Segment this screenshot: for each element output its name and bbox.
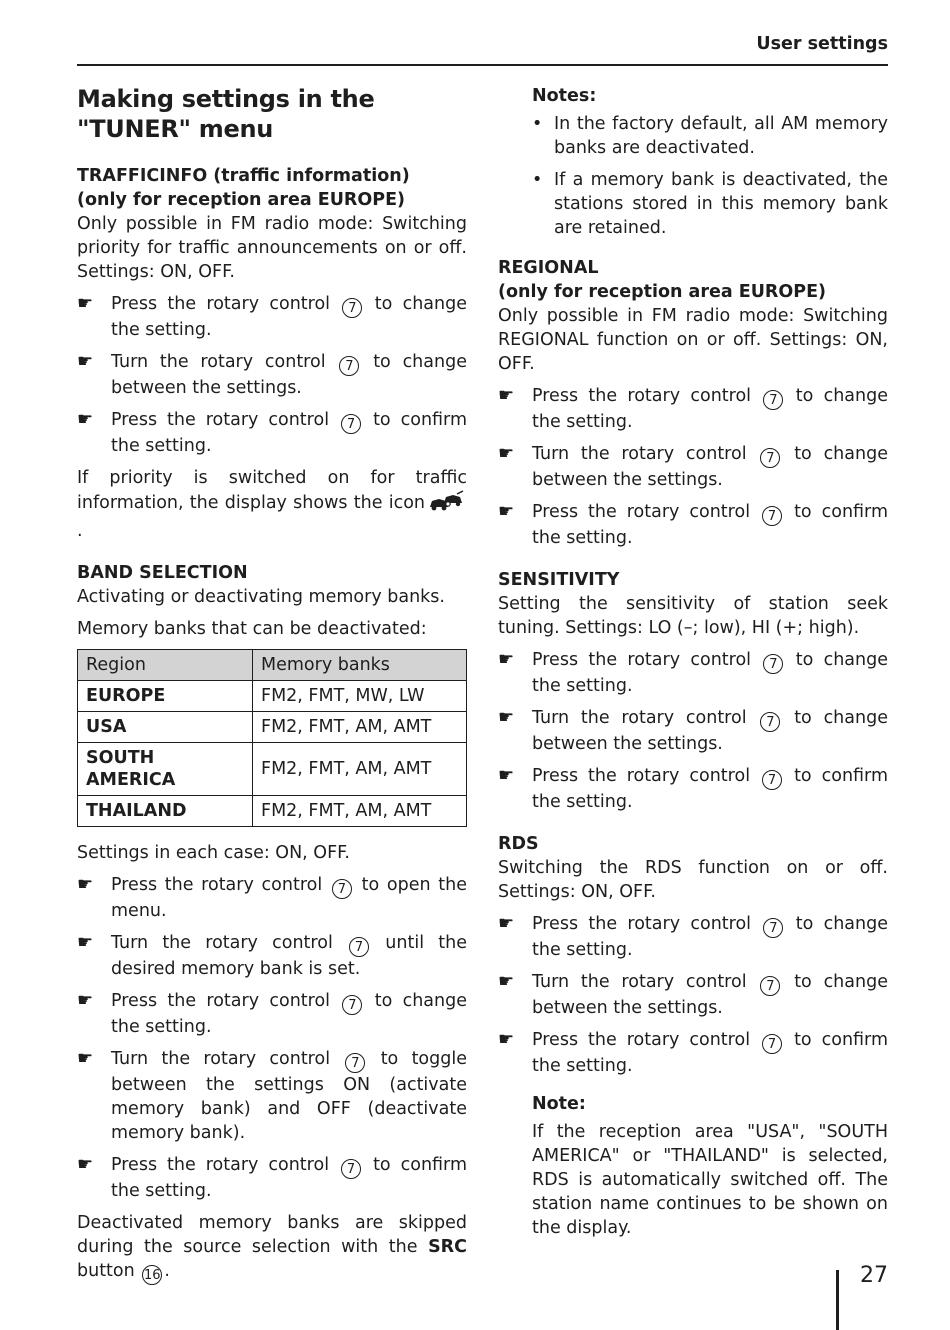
pointing-hand-icon: ☛ xyxy=(498,649,515,670)
table-row xyxy=(78,796,467,827)
step-text: Press the rotary control xyxy=(111,1155,330,1175)
step-text: Turn the rotary control xyxy=(111,352,326,372)
trafficinfo-intro: Only possible in FM radio mode: Switching priority for traffic announcements on or off. Settings: ON, OFF. xyxy=(77,214,467,282)
step-text: Press the rotary control xyxy=(111,294,331,314)
pointing-hand-icon: ☛ xyxy=(498,765,515,786)
instruction-step xyxy=(77,1047,467,1145)
traffic-cars-icon xyxy=(427,490,467,519)
control-number-badge: 7 xyxy=(760,976,780,996)
band-outro-end: . xyxy=(164,1261,170,1281)
instruction-step xyxy=(498,764,888,814)
page-title: Making settings in the "TUNER" menu xyxy=(77,85,375,143)
table-row xyxy=(78,681,467,712)
table-header-region: Region xyxy=(78,650,253,681)
control-number-badge: 7 xyxy=(341,1159,361,1179)
step-text-after: to change between the settings. xyxy=(532,708,888,754)
control-number-badge: 7 xyxy=(760,712,780,732)
instruction-step xyxy=(77,292,467,342)
notes-title: Notes: xyxy=(532,86,597,106)
step-text-after: to change between the settings. xyxy=(532,972,888,1018)
instruction-step xyxy=(498,912,888,962)
step-text-after: to change between the settings. xyxy=(532,444,888,490)
pointing-hand-icon: ☛ xyxy=(77,990,94,1011)
right-column xyxy=(498,84,888,1250)
control-number-badge: 7 xyxy=(762,770,782,790)
table-cell-region: THAILAND xyxy=(78,796,253,827)
step-text: Press the rotary control xyxy=(532,386,752,406)
step-text: Press the rotary control xyxy=(111,410,330,430)
notes-list xyxy=(532,112,888,240)
regional-subheading: (only for reception area EUROPE) xyxy=(498,282,827,302)
regional-intro: Only possible in FM radio mode: Switching REGIONAL function on or off. Settings: ON, OFF. xyxy=(498,306,888,374)
control-number-badge: 7 xyxy=(763,390,783,410)
control-number-badge: 7 xyxy=(342,298,362,318)
step-text-after: to confirm the setting. xyxy=(532,766,888,812)
instruction-step xyxy=(498,500,888,550)
table-cell-region: EUROPE xyxy=(78,681,253,712)
band-outro-text: Deactivated memory banks are skipped during the source selection with the xyxy=(77,1213,467,1257)
table-cell-banks: FM2, FMT, AM, AMT xyxy=(253,743,467,796)
sensitivity-steps xyxy=(498,648,888,814)
pointing-hand-icon: ☛ xyxy=(498,501,515,522)
step-text: Turn the rotary control xyxy=(111,933,333,953)
band-settings-text: Settings in each case: ON, OFF. xyxy=(77,843,350,863)
rds-heading: RDS xyxy=(498,834,539,854)
table-cell-banks: FM2, FMT, AM, AMT xyxy=(253,796,467,827)
instruction-step xyxy=(498,1028,888,1078)
table-row xyxy=(78,712,467,743)
pointing-hand-icon: ☛ xyxy=(498,971,515,992)
control-number-badge: 7 xyxy=(763,654,783,674)
page-header xyxy=(77,30,888,66)
band-steps xyxy=(77,873,467,1203)
memory-banks-table xyxy=(77,649,467,827)
pointing-hand-icon: ☛ xyxy=(77,293,94,314)
pointing-hand-icon: ☛ xyxy=(77,932,94,953)
control-number-badge: 7 xyxy=(339,356,359,376)
pointing-hand-icon: ☛ xyxy=(498,913,515,934)
rds-note-block xyxy=(498,1092,888,1240)
step-text-after: to change the setting. xyxy=(111,991,467,1037)
instruction-step xyxy=(77,931,467,981)
instruction-step xyxy=(498,648,888,698)
step-text-after: to open the menu. xyxy=(111,875,467,921)
step-text: Turn the rotary control xyxy=(111,1049,331,1069)
rds-note-text: If the reception area "USA", "SOUTH AMERICA" or "THAILAND" is selected, RDS is automatically switched off. The station name continues to be shown on the display. xyxy=(532,1122,888,1238)
page-number-divider xyxy=(836,1270,839,1330)
control-number-badge: 7 xyxy=(760,448,780,468)
table-row xyxy=(78,743,467,796)
control-number-badge: 7 xyxy=(341,414,361,434)
note-item: • If a memory bank is deactivated, the stations stored in this memory bank are retained. xyxy=(532,168,888,240)
sensitivity-heading: SENSITIVITY xyxy=(498,570,620,590)
table-cell-banks: FM2, FMT, AM, AMT xyxy=(253,712,467,743)
pointing-hand-icon: ☛ xyxy=(77,351,94,372)
step-text-after: to confirm the setting. xyxy=(532,1030,888,1076)
step-text: Press the rotary control xyxy=(532,650,752,670)
trafficinfo-subheading: (only for reception area EUROPE) xyxy=(77,190,406,210)
instruction-step xyxy=(498,706,888,756)
step-text: Turn the rotary control xyxy=(532,444,747,464)
step-text: Press the rotary control xyxy=(532,766,751,786)
notes-block xyxy=(498,84,888,240)
rds-intro: Switching the RDS function on or off. Settings: ON, OFF. xyxy=(498,858,888,902)
control-number-badge: 7 xyxy=(762,1034,782,1054)
step-text-after: until the desired memory bank is set. xyxy=(111,933,467,979)
control-number-badge: 7 xyxy=(762,506,782,526)
trafficinfo-outro-end: . xyxy=(77,521,83,541)
instruction-step xyxy=(77,1153,467,1203)
rds-note-title: Note: xyxy=(532,1094,586,1114)
pointing-hand-icon: ☛ xyxy=(498,443,515,464)
step-text-after: to change the setting. xyxy=(532,914,888,960)
band-selection-heading: BAND SELECTION xyxy=(77,563,248,583)
pointing-hand-icon: ☛ xyxy=(77,1154,94,1175)
regional-heading: REGIONAL xyxy=(498,258,599,278)
left-column xyxy=(77,84,467,1293)
step-text-after: to change the setting. xyxy=(111,294,467,340)
step-text-after: to confirm the setting. xyxy=(532,502,888,548)
band-selection-p2: Memory banks that can be deactivated: xyxy=(77,619,427,639)
table-header-row xyxy=(78,650,467,681)
table-cell-region: SOUTH AMERICA xyxy=(78,743,253,796)
note-item: • In the factory default, all AM memory banks are deactivated. xyxy=(532,112,888,160)
step-text: Press the rotary control xyxy=(532,502,751,522)
instruction-step xyxy=(498,442,888,492)
table-cell-region: USA xyxy=(78,712,253,743)
control-number-badge: 7 xyxy=(349,937,369,957)
pointing-hand-icon: ☛ xyxy=(77,1048,94,1069)
trafficinfo-outro-text: If priority is switched on for traffic information, the display shows the icon xyxy=(77,468,467,513)
step-text: Turn the rotary control xyxy=(532,708,747,728)
table-cell-banks: FM2, FMT, MW, LW xyxy=(253,681,467,712)
step-text-after: to confirm the setting. xyxy=(111,410,467,456)
rds-steps xyxy=(498,912,888,1078)
band-outro xyxy=(77,1211,467,1285)
trafficinfo-outro xyxy=(77,466,467,543)
pointing-hand-icon: ☛ xyxy=(77,409,94,430)
control-number-badge: 16 xyxy=(142,1265,162,1285)
section-title: User settings xyxy=(756,34,888,54)
pointing-hand-icon: ☛ xyxy=(498,385,515,406)
page-number: 27 xyxy=(860,1263,888,1288)
step-text: Press the rotary control xyxy=(532,914,752,934)
step-text: Press the rotary control xyxy=(532,1030,751,1050)
step-text-after: to confirm the setting. xyxy=(111,1155,467,1201)
instruction-step xyxy=(77,408,467,458)
instruction-step xyxy=(77,350,467,400)
instruction-step xyxy=(498,970,888,1020)
band-selection-p1: Activating or deactivating memory banks. xyxy=(77,587,445,607)
instruction-step xyxy=(77,989,467,1039)
pointing-hand-icon: ☛ xyxy=(498,707,515,728)
pointing-hand-icon: ☛ xyxy=(498,1029,515,1050)
table-header-memory-banks: Memory banks xyxy=(253,650,467,681)
step-text: Press the rotary control xyxy=(111,991,331,1011)
control-number-badge: 7 xyxy=(332,879,352,899)
step-text-after: to change between the settings. xyxy=(111,352,467,398)
step-text: Turn the rotary control xyxy=(532,972,747,992)
control-number-badge: 7 xyxy=(342,995,362,1015)
regional-steps xyxy=(498,384,888,550)
instruction-step xyxy=(77,873,467,923)
step-text-after: to change the setting. xyxy=(532,386,888,432)
control-number-badge: 7 xyxy=(345,1053,365,1073)
pointing-hand-icon: ☛ xyxy=(77,874,94,895)
step-text-after: to change the setting. xyxy=(532,650,888,696)
band-outro-after: button xyxy=(77,1261,135,1281)
trafficinfo-steps xyxy=(77,292,467,458)
trafficinfo-heading: TRAFFICINFO (traffic information) xyxy=(77,166,410,186)
sensitivity-intro: Setting the sensitivity of station seek tuning. Settings: LO (–; low), HI (+; high). xyxy=(498,594,888,638)
step-text: Press the rotary control xyxy=(111,875,323,895)
control-number-badge: 7 xyxy=(763,918,783,938)
step-text-after: to toggle between the settings ON (activate memory bank) and OFF (deactivate memory bank). xyxy=(111,1049,467,1143)
instruction-step xyxy=(498,384,888,434)
src-button-label: SRC xyxy=(428,1237,467,1257)
